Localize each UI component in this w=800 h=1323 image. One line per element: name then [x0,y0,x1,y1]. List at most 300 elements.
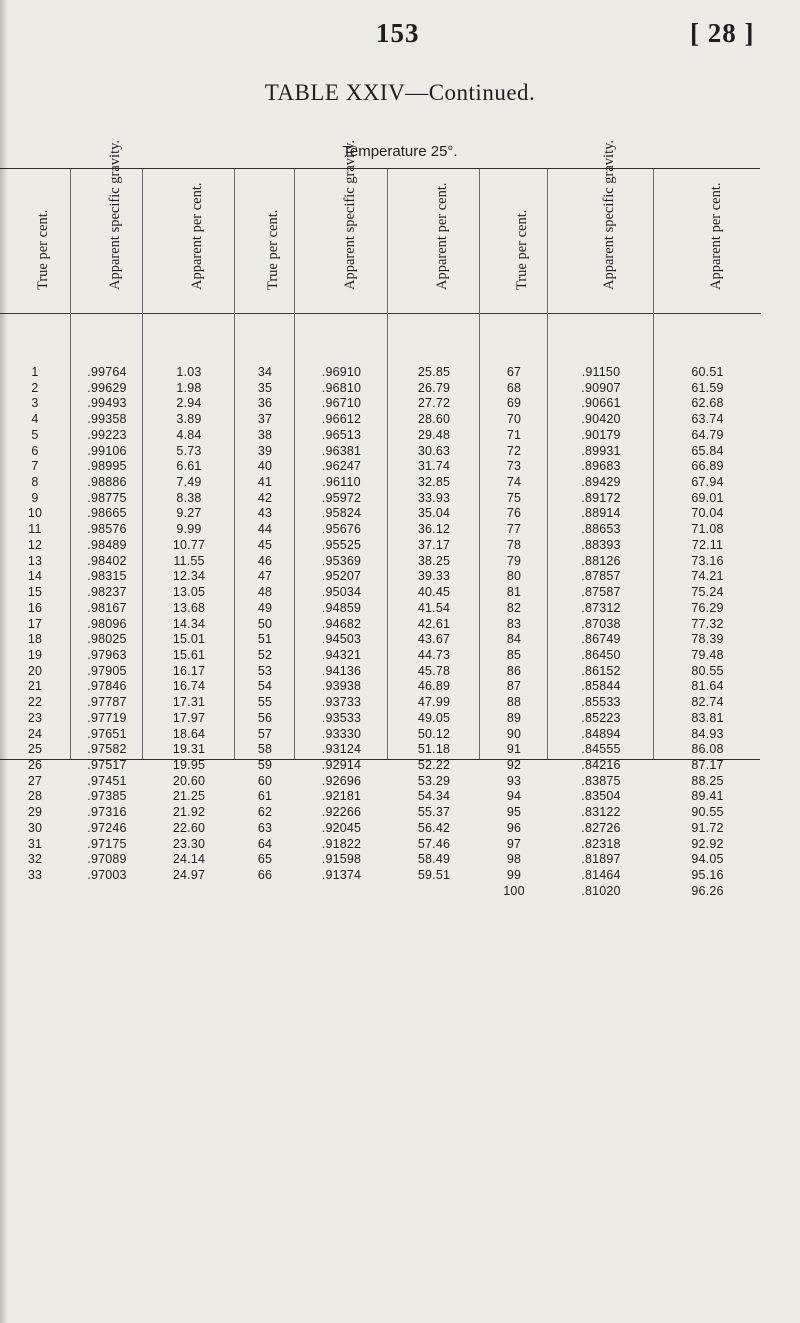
table-cell: 30 [27,820,43,835]
table-cell: 28.60 [417,412,451,427]
table-cell: .98489 [87,537,127,552]
table-cell: 75 [506,490,522,505]
table-cell: 43.67 [417,632,451,647]
table-cell: 77.32 [691,616,724,631]
table-cell: 42 [257,490,273,505]
table-cell: 28 [27,789,43,804]
table-cell: .95034 [321,585,362,600]
table-cell: 91.72 [691,820,724,835]
table-cell: 63 [257,820,273,835]
table-cell: 54.34 [417,789,451,804]
table-cell: .86749 [581,632,621,647]
table-cell: .83875 [581,773,621,788]
table-cell: 73.16 [691,553,724,568]
column-apparent-gravity-3 [547,139,654,898]
table-cell: 53 [257,663,273,678]
table-cell: .97517 [87,757,127,772]
table-cell: 14.34 [172,616,206,631]
table-cell: .98775 [87,490,127,505]
table-cell: 32 [27,852,43,867]
table-cell: 39.33 [417,569,451,584]
table-cell: 44 [257,522,273,537]
column-header [388,169,480,314]
table-cell: 84 [506,632,522,647]
table-cell: .97787 [87,695,127,710]
table-cell: 1.03 [176,365,202,379]
table-cell: .98995 [87,459,127,474]
column-cells [654,365,761,899]
table-cell: 64.79 [691,427,724,442]
table-cell: 15.01 [172,632,206,647]
table-cell: 46 [257,553,273,568]
table-cell: 22.60 [172,820,206,835]
table-cell: 67 [506,365,522,379]
table-cell: 38.25 [417,553,451,568]
table-cell: 90.55 [691,805,724,820]
table-cell: 49.05 [417,710,451,725]
table-cell: .91598 [321,852,362,867]
table-cell: 30.63 [417,443,451,458]
table-cell: .96710 [321,396,362,411]
table-cell: .89683 [581,459,621,474]
table-cell: 58 [257,742,273,757]
table-cell: .97651 [87,726,127,741]
table-cell: 24 [27,726,43,741]
column-cells [388,365,480,884]
table-cell: 96 [506,820,522,835]
table-cell: 9.27 [176,506,202,521]
table-cell: .85844 [581,679,621,694]
column-cells [235,365,295,884]
table-cell: 36.12 [417,522,451,537]
table-cell: 4.84 [176,427,202,442]
table-cell: 95.16 [691,868,724,882]
table-cell: 17.31 [172,695,206,710]
table-cell: 18.64 [172,726,206,741]
table-cell: 88.25 [691,773,724,788]
table-cell: 3 [31,396,39,411]
table-cell: 19.31 [172,742,206,757]
table-cell: 2.94 [176,396,202,411]
table-cell: .98096 [87,616,127,631]
table-cell: 47 [257,569,273,584]
table-cell: 25 [27,742,43,757]
table-cell: 17.97 [172,710,206,725]
column-true-per-cent-2 [234,169,295,882]
table-cell: .82318 [581,836,621,851]
table-cell: 55.37 [417,805,451,820]
column-cells [480,365,548,899]
table-cell: 80 [506,569,522,584]
table-cell: 55 [257,695,273,710]
table-cell: 96.26 [691,883,724,898]
table-cell: .83504 [581,789,621,804]
table-cell: 98 [506,852,522,867]
table-cell: .85533 [581,695,621,710]
table-cell: .88126 [581,553,621,568]
column-apparent-per-cent-3 [653,169,761,898]
table-cell: 66 [257,868,273,882]
table-cell: .97846 [87,679,127,694]
table-cell: .96810 [321,380,362,395]
table-cell: .97719 [87,710,127,725]
table-cell: 43 [257,506,273,521]
table-cell: .98402 [87,553,127,568]
table-cell: 62.68 [691,396,724,411]
table-cell: .84216 [581,757,621,772]
table-cell: .95824 [321,506,362,521]
table-cell: .97582 [87,742,127,757]
table-cell: 52.22 [417,757,451,772]
table-cell: 51.18 [417,742,451,757]
column-header [548,139,654,314]
table-cell: 79 [506,553,522,568]
table-cell: .90661 [581,396,621,411]
table-cell: 65 [257,852,273,867]
column-true-per-cent-1 [0,169,70,882]
table-cell: .97175 [87,836,127,851]
table-cell: 75.24 [691,585,724,600]
table-cell: 94.05 [691,852,724,867]
table-cell: .99629 [87,380,127,395]
table-cell: 12.34 [172,569,206,584]
table-cell: 11 [28,522,42,537]
header-label: Apparent per cent. [707,182,724,290]
table-cell: 13 [27,553,43,568]
table-cell: .93733 [321,695,362,710]
table-cell: 45.78 [417,663,451,678]
table-cell: .97003 [87,868,127,882]
table-cell: .92266 [321,805,362,820]
table-cell: .94503 [321,632,362,647]
header-label: True per cent. [35,209,51,290]
table-cell: .81897 [581,852,621,867]
table-cell: 79.48 [691,647,724,662]
table-cell: 94 [506,789,522,804]
table-cell: .92914 [321,757,362,772]
header-label: Apparent per cent. [434,182,450,290]
table-cell: 1.98 [176,380,202,395]
table-cell: 37.17 [417,537,451,552]
table-cell: .89931 [581,443,621,458]
table-cell: 57.46 [417,836,451,851]
table-cell: 31.74 [417,459,451,474]
table-cell: 92.92 [691,836,724,851]
table-cell: 15 [27,585,43,600]
table-cell: 5 [31,427,39,442]
table-cell: .93938 [321,679,362,694]
table-cell: 21 [27,679,43,694]
table-cell: .87038 [581,616,621,631]
table-cell: .92181 [321,789,362,804]
table-cell: 19 [27,647,43,662]
table-cell: .94136 [321,663,362,678]
table-cell: .94859 [321,600,362,615]
table-cell: .96381 [321,443,362,458]
table-cell: 72.11 [691,537,724,552]
table-cell: 72 [506,443,522,458]
table-cell: 40.45 [417,585,451,600]
column-header [654,169,761,314]
table-cell: 82 [506,600,522,615]
table-cell: 78 [506,537,522,552]
header-label: Apparent specific gravity. [601,139,617,290]
table-cell: 64 [257,836,273,851]
table-cell: 74 [506,475,522,490]
table-cell: 61 [257,789,273,804]
table-cell: 50 [257,616,273,631]
table-cell: 20.60 [172,773,206,788]
table-cell: 37 [257,412,273,427]
table-cell: .84555 [581,742,621,757]
table-cell: .92696 [321,773,362,788]
table-cell: 6.61 [176,459,202,474]
table-cell: 13.68 [172,600,206,615]
table-cell: 27 [27,773,43,788]
table-cell: 56.42 [417,820,451,835]
table-cell: .99493 [87,396,127,411]
table-cell: 35.04 [417,506,451,521]
table-cell: .97963 [87,647,127,662]
table-cell: .93533 [321,710,362,725]
table-cell: 62 [257,805,273,820]
table-cell: 60 [257,773,273,788]
table-cell: 27.72 [417,396,451,411]
table-cell: 50.12 [417,726,451,741]
table-cell: .90420 [581,412,621,427]
table-cell: 54 [257,679,273,694]
table-cell: 11.55 [173,553,205,568]
table-cell: 7 [31,459,39,474]
table-cell: .87587 [581,585,621,600]
table-cell: 49 [257,600,273,615]
table-cell: 16.74 [172,679,206,694]
table-cell: 78.39 [691,632,724,647]
table-cell: 5.73 [176,443,202,458]
table-cell: 38 [257,427,273,442]
table-cell: .81020 [581,883,621,898]
table-cell: 93 [506,773,522,788]
table-cell: 46.89 [417,679,451,694]
table-cell: 23 [27,710,43,725]
table-cell: 2 [31,380,39,395]
table-cell: 86 [506,663,522,678]
table-cell: 16.17 [172,663,206,678]
table-cell: 81 [506,585,522,600]
table-cell: .88914 [581,506,621,521]
table-cell: .97246 [87,820,127,835]
table-cell: 69 [506,396,522,411]
table-cell: 89 [506,710,522,725]
table-cell: 40 [257,459,273,474]
table-cell: .93330 [321,726,362,741]
table-cell: 89.41 [691,789,724,804]
table-cell: 47.99 [417,695,451,710]
table-cell: 10 [27,506,43,521]
table-cell: .99223 [87,427,127,442]
table-cell: 59.51 [417,868,451,882]
column-header [71,139,143,314]
table-cell: 13.05 [172,585,206,600]
table-cell: 10.77 [172,537,206,552]
table-cell: 8.38 [176,490,202,505]
column-cells [143,365,235,884]
table-cell: 70.04 [691,506,724,521]
table-cell: 70 [506,412,522,427]
table-cell: .99358 [87,412,127,427]
table-cell: 60.51 [691,365,724,379]
table-cell: 32.85 [417,475,451,490]
table-cell: .99106 [87,443,127,458]
table-cell: 20 [27,663,43,678]
table-cell: .96110 [322,475,361,490]
table-cell: 44.73 [417,647,451,662]
table-cell: .90907 [581,380,621,395]
table-cell: 100 [503,883,525,898]
column-header [0,169,70,314]
header-label: True per cent. [265,209,281,290]
table-cell: 77 [506,522,522,537]
table-cell: 33.93 [417,490,451,505]
table-cell: 82.74 [691,695,724,710]
column-apparent-gravity-1 [70,139,143,882]
table-cell: 12 [27,537,43,552]
table-cell: 83 [506,616,522,631]
table-cell: .82726 [581,820,621,835]
table-cell: 26.79 [417,380,451,395]
table-cell: 90 [506,726,522,741]
table-cell: .98576 [87,522,127,537]
table-cell: 92 [506,757,522,772]
column-header [480,169,548,314]
table-cell: 22 [27,695,43,710]
table-cell: 7.49 [176,475,202,490]
table-cell: .95369 [321,553,362,568]
table-cell: 61.59 [691,380,724,395]
table-cell: .95207 [321,569,362,584]
table-cell: 83.81 [691,710,724,725]
table-cell: .90179 [581,427,621,442]
table-cell: 95 [506,805,522,820]
table-cell: 91 [506,742,522,757]
table-cell: 8 [31,475,39,490]
column-cells [0,365,70,884]
table-cell: 87.17 [691,757,724,772]
table-cell: .95525 [321,537,362,552]
column-apparent-per-cent-2 [387,169,480,882]
table-cell: .98167 [87,600,127,615]
column-apparent-per-cent-1 [142,169,235,882]
table-cell: .84894 [581,726,621,741]
table-cell: 24.14 [172,852,206,867]
section-code: [ 28 ] [690,18,755,48]
table-cell: .97385 [87,789,127,804]
table-cell: .95676 [321,522,362,537]
table-cell: 9.99 [176,522,202,537]
table-cell: .97089 [87,852,127,867]
table-cell: 29 [27,805,43,820]
table-cell: .98886 [87,475,127,490]
table-cell: .83122 [581,805,621,820]
header-label: Apparent specific gravity. [341,139,358,290]
table-cell: .96247 [321,459,362,474]
table-cell: .88393 [581,537,621,552]
table-cell: 52 [257,647,273,662]
column-header [295,139,388,314]
table-cell: 84.93 [691,726,724,741]
column-true-per-cent-3 [479,169,548,898]
table-cell: .91822 [321,836,362,851]
table-cell: .97316 [87,805,127,820]
table-cell: 63.74 [691,412,724,427]
table-cell: 15.61 [172,647,206,662]
table-cell: 14 [27,569,43,584]
table-cell: 76.29 [691,600,724,615]
table-cell: 29.48 [417,427,451,442]
table-cell: 9 [31,490,39,505]
table-cell: .87857 [581,569,621,584]
table-cell: 3.89 [176,412,202,427]
table-cell: 97 [506,836,522,851]
table-cell: .98237 [87,585,127,600]
table-cell: 57 [257,726,273,741]
table-cell: 71.08 [691,522,724,537]
table-cell: 88 [506,695,522,710]
table-cell: 45 [257,537,273,552]
table-cell: .94321 [321,647,362,662]
table-cell: 19.95 [172,757,206,772]
table-cell: 68 [506,380,522,395]
column-apparent-gravity-2 [294,139,388,882]
table-cell: 48 [257,585,273,600]
column-cells [548,365,654,899]
header-label: Apparent specific gravity. [107,139,123,290]
table-cell: 56 [257,710,273,725]
table-cell: 66.89 [691,459,724,474]
table-cell: 41 [257,475,273,490]
table-cell: 35 [257,380,273,395]
table-cell: 18 [27,632,43,647]
table-cell: 21.25 [172,789,206,804]
table-cell: .98025 [87,632,127,647]
header-label: True per cent. [514,209,530,290]
table-cell: .85223 [581,710,621,725]
column-header [235,169,295,314]
table-cell: .97451 [87,773,127,788]
table-cell: .94682 [321,616,362,631]
table-cell: .97905 [87,663,127,678]
table-cell: 80.55 [691,663,724,678]
table-cell: .98665 [87,506,127,521]
table-cell: 1 [31,365,39,379]
table-cell: 74.21 [691,569,724,584]
table-cell: 76 [506,506,522,521]
table-title: TABLE XXIV—Continued. [264,80,536,105]
table-cell: 87 [506,679,522,694]
table-cell: 51 [257,632,273,647]
table-cell: 34 [257,365,273,379]
table-cell: 21.92 [172,805,206,820]
table-cell: .81464 [581,868,621,882]
table-cell: .96612 [321,412,362,427]
table-cell: 16 [27,600,43,615]
table-cell: 33 [27,868,43,882]
table-cell: .95972 [321,490,362,505]
table-cell: 42.61 [417,616,451,631]
table-cell: .86450 [581,647,621,662]
table-cell: 26 [27,757,43,772]
table-cell: 39 [257,443,273,458]
